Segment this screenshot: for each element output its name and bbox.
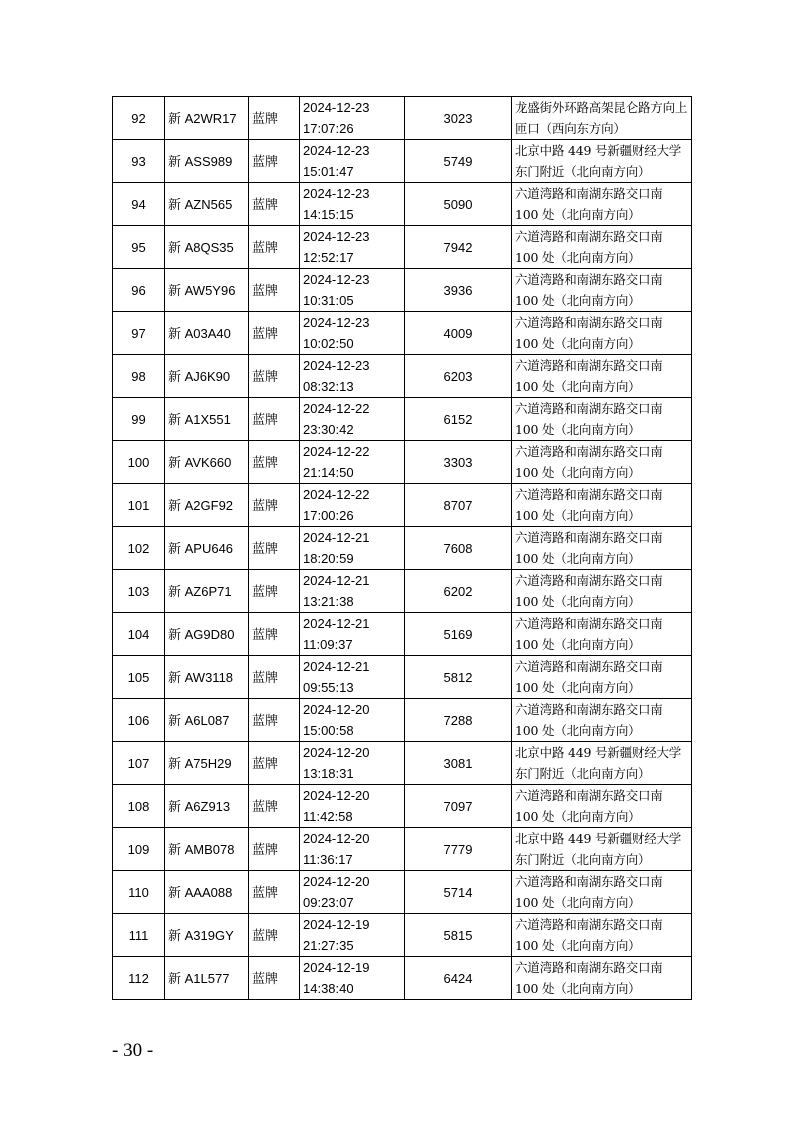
row-number-cell: 99 [113,398,165,441]
location-cell: 六道湾路和南湖东路交口南 100 处（北向南方向） [512,355,692,398]
table-row [113,871,692,914]
location-cell: 六道湾路和南湖东路交口南 100 处（北向南方向） [512,527,692,570]
timestamp-cell: 2024-12-23 14:15:15 [300,183,405,226]
timestamp-cell: 2024-12-22 21:14:50 [300,441,405,484]
table-row [113,527,692,570]
violation-code-cell: 8707 [405,484,512,527]
row-number-cell: 97 [113,312,165,355]
timestamp-cell: 2024-12-22 23:30:42 [300,398,405,441]
plate-number-cell: 新 AMB078 [165,828,249,871]
table-row [113,785,692,828]
plate-number-cell: 新 AG9D80 [165,613,249,656]
plate-number-cell: 新 ASS989 [165,140,249,183]
violation-code-cell: 3023 [405,97,512,140]
plate-color-cell: 蓝牌 [249,441,300,484]
table-row [113,914,692,957]
table-row [113,140,692,183]
location-cell: 六道湾路和南湖东路交口南 100 处（北向南方向） [512,785,692,828]
violation-code-cell: 6152 [405,398,512,441]
plate-color-cell: 蓝牌 [249,785,300,828]
plate-number-cell: 新 A03A40 [165,312,249,355]
plate-number-cell: 新 A1X551 [165,398,249,441]
plate-number-cell: 新 A6Z913 [165,785,249,828]
row-number-cell: 102 [113,527,165,570]
plate-color-cell: 蓝牌 [249,398,300,441]
violation-code-cell: 5815 [405,914,512,957]
location-cell: 六道湾路和南湖东路交口南 100 处（北向南方向） [512,441,692,484]
location-cell: 北京中路 449 号新疆财经大学东门附近（北向南方向） [512,140,692,183]
violation-code-cell: 7288 [405,699,512,742]
location-cell: 北京中路 449 号新疆财经大学东门附近（北向南方向） [512,828,692,871]
table-row [113,97,692,140]
violation-code-cell: 5169 [405,613,512,656]
location-cell: 龙盛街外环路高架昆仑路方向上匝口（西向东方向） [512,97,692,140]
table-row [113,398,692,441]
plate-number-cell: 新 AW5Y96 [165,269,249,312]
plate-color-cell: 蓝牌 [249,269,300,312]
timestamp-cell: 2024-12-19 14:38:40 [300,957,405,1000]
timestamp-cell: 2024-12-23 12:52:17 [300,226,405,269]
plate-color-cell: 蓝牌 [249,914,300,957]
location-cell: 六道湾路和南湖东路交口南 100 处（北向南方向） [512,269,692,312]
location-cell: 六道湾路和南湖东路交口南 100 处（北向南方向） [512,484,692,527]
plate-number-cell: 新 A2GF92 [165,484,249,527]
table-row [113,828,692,871]
plate-number-cell: 新 A2WR17 [165,97,249,140]
table-row [113,183,692,226]
violation-code-cell: 7608 [405,527,512,570]
row-number-cell: 95 [113,226,165,269]
plate-color-cell: 蓝牌 [249,140,300,183]
timestamp-cell: 2024-12-20 11:36:17 [300,828,405,871]
plate-color-cell: 蓝牌 [249,570,300,613]
plate-number-cell: 新 APU646 [165,527,249,570]
timestamp-cell: 2024-12-23 15:01:47 [300,140,405,183]
violation-code-cell: 3081 [405,742,512,785]
violation-code-cell: 3303 [405,441,512,484]
timestamp-cell: 2024-12-22 17:00:26 [300,484,405,527]
timestamp-cell: 2024-12-23 17:07:26 [300,97,405,140]
table-row [113,441,692,484]
row-number-cell: 94 [113,183,165,226]
plate-color-cell: 蓝牌 [249,742,300,785]
timestamp-cell: 2024-12-21 13:21:38 [300,570,405,613]
plate-number-cell: 新 A319GY [165,914,249,957]
violation-code-cell: 5714 [405,871,512,914]
plate-number-cell: 新 A1L577 [165,957,249,1000]
table-row [113,484,692,527]
row-number-cell: 108 [113,785,165,828]
plate-color-cell: 蓝牌 [249,226,300,269]
plate-number-cell: 新 A8QS35 [165,226,249,269]
violation-code-cell: 7097 [405,785,512,828]
plate-color-cell: 蓝牌 [249,699,300,742]
timestamp-cell: 2024-12-19 21:27:35 [300,914,405,957]
plate-number-cell: 新 AZ6P71 [165,570,249,613]
location-cell: 六道湾路和南湖东路交口南 100 处（北向南方向） [512,570,692,613]
timestamp-cell: 2024-12-23 08:32:13 [300,355,405,398]
row-number-cell: 93 [113,140,165,183]
row-number-cell: 101 [113,484,165,527]
timestamp-cell: 2024-12-21 18:20:59 [300,527,405,570]
violation-code-cell: 3936 [405,269,512,312]
table-body [113,97,692,1000]
plate-number-cell: 新 AW3118 [165,656,249,699]
violation-code-cell: 5090 [405,183,512,226]
timestamp-cell: 2024-12-20 11:42:58 [300,785,405,828]
location-cell: 六道湾路和南湖东路交口南 100 处（北向南方向） [512,957,692,1000]
row-number-cell: 106 [113,699,165,742]
table-row [113,226,692,269]
table-row [113,656,692,699]
table-row [113,312,692,355]
location-cell: 六道湾路和南湖东路交口南 100 处（北向南方向） [512,183,692,226]
violation-code-cell: 6203 [405,355,512,398]
row-number-cell: 96 [113,269,165,312]
timestamp-cell: 2024-12-21 09:55:13 [300,656,405,699]
plate-color-cell: 蓝牌 [249,871,300,914]
row-number-cell: 105 [113,656,165,699]
row-number-cell: 109 [113,828,165,871]
timestamp-cell: 2024-12-20 13:18:31 [300,742,405,785]
table-row [113,355,692,398]
plate-color-cell: 蓝牌 [249,828,300,871]
location-cell: 六道湾路和南湖东路交口南 100 处（北向南方向） [512,914,692,957]
violation-code-cell: 7779 [405,828,512,871]
location-cell: 六道湾路和南湖东路交口南 100 处（北向南方向） [512,398,692,441]
row-number-cell: 112 [113,957,165,1000]
location-cell: 六道湾路和南湖东路交口南 100 处（北向南方向） [512,312,692,355]
location-cell: 六道湾路和南湖东路交口南 100 处（北向南方向） [512,613,692,656]
table-row [113,570,692,613]
row-number-cell: 98 [113,355,165,398]
row-number-cell: 104 [113,613,165,656]
plate-color-cell: 蓝牌 [249,957,300,1000]
plate-number-cell: 新 A75H29 [165,742,249,785]
row-number-cell: 110 [113,871,165,914]
plate-color-cell: 蓝牌 [249,312,300,355]
violation-code-cell: 5812 [405,656,512,699]
plate-number-cell: 新 AAA088 [165,871,249,914]
table-row [113,742,692,785]
plate-color-cell: 蓝牌 [249,656,300,699]
row-number-cell: 107 [113,742,165,785]
timestamp-cell: 2024-12-21 11:09:37 [300,613,405,656]
violation-code-cell: 6424 [405,957,512,1000]
plate-number-cell: 新 AZN565 [165,183,249,226]
table-row [113,269,692,312]
plate-color-cell: 蓝牌 [249,527,300,570]
violation-code-cell: 6202 [405,570,512,613]
timestamp-cell: 2024-12-23 10:31:05 [300,269,405,312]
row-number-cell: 103 [113,570,165,613]
plate-number-cell: 新 A6L087 [165,699,249,742]
timestamp-cell: 2024-12-20 15:00:58 [300,699,405,742]
row-number-cell: 111 [113,914,165,957]
plate-number-cell: 新 AJ6K90 [165,355,249,398]
location-cell: 六道湾路和南湖东路交口南 100 处（北向南方向） [512,699,692,742]
plate-color-cell: 蓝牌 [249,613,300,656]
location-cell: 六道湾路和南湖东路交口南 100 处（北向南方向） [512,656,692,699]
location-cell: 北京中路 449 号新疆财经大学东门附近（北向南方向） [512,742,692,785]
row-number-cell: 92 [113,97,165,140]
plate-number-cell: 新 AVK660 [165,441,249,484]
violation-code-cell: 5749 [405,140,512,183]
plate-color-cell: 蓝牌 [249,97,300,140]
violation-code-cell: 4009 [405,312,512,355]
table-row [113,957,692,1000]
plate-color-cell: 蓝牌 [249,183,300,226]
timestamp-cell: 2024-12-23 10:02:50 [300,312,405,355]
table-row [113,613,692,656]
table-row [113,699,692,742]
timestamp-cell: 2024-12-20 09:23:07 [300,871,405,914]
location-cell: 六道湾路和南湖东路交口南 100 处（北向南方向） [512,871,692,914]
violation-code-cell: 7942 [405,226,512,269]
violation-records-table [112,96,692,1000]
row-number-cell: 100 [113,441,165,484]
plate-color-cell: 蓝牌 [249,484,300,527]
location-cell: 六道湾路和南湖东路交口南 100 处（北向南方向） [512,226,692,269]
plate-color-cell: 蓝牌 [249,355,300,398]
page-number: - 30 - [112,1040,154,1061]
